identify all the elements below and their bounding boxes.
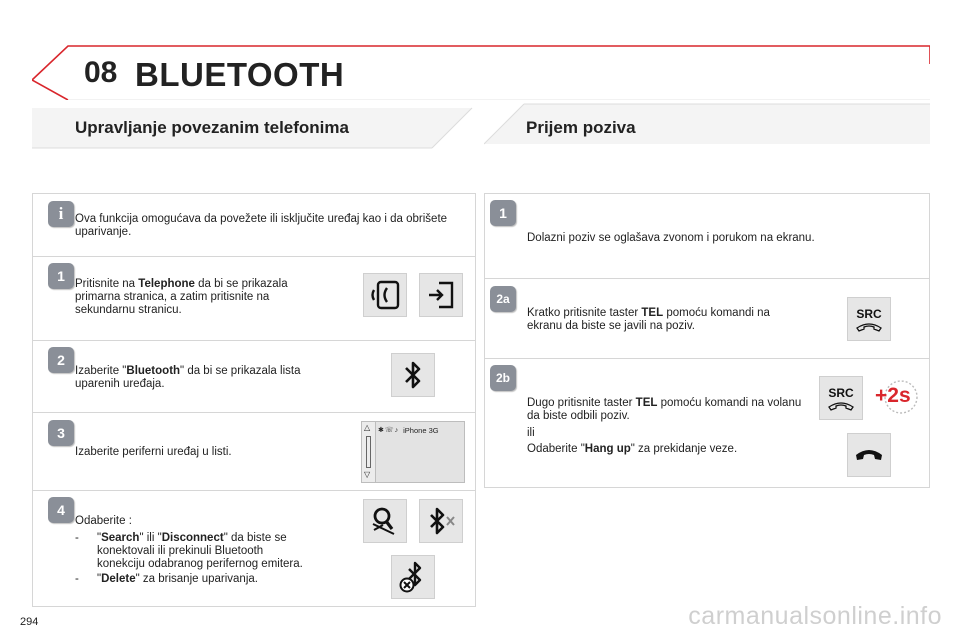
scroll-up-arrow-icon[interactable]: △ bbox=[364, 423, 371, 432]
step-2-text: Izaberite "Bluetooth" da bi se prikazala lista uparenih uređaja. bbox=[75, 365, 301, 390]
chapter-title: BLUETOOTH bbox=[135, 56, 345, 93]
bluetooth-small-icon: ✱ bbox=[378, 427, 384, 434]
call-step-1-text: Dolazni poziv se oglašava zvonom i porukom na ekranu. bbox=[527, 232, 815, 244]
step-badge: 4 bbox=[48, 497, 74, 523]
step-badge: 3 bbox=[48, 420, 74, 446]
scroll-down-arrow-icon[interactable]: ▽ bbox=[364, 470, 371, 479]
search-button[interactable] bbox=[363, 499, 407, 543]
step-2-row bbox=[33, 340, 475, 412]
watermark: carmanualsonline.info bbox=[688, 602, 942, 630]
bullet-dash: - bbox=[75, 573, 79, 585]
or-text: ili bbox=[527, 427, 535, 439]
handset-icon bbox=[827, 401, 855, 411]
step-4-item-search: "Search" ili "Disconnect" da biste se konektovali ili prekinuli Bluetooth konekciju odabranog perifernog emitera. bbox=[97, 532, 303, 570]
chapter-number: 08 bbox=[84, 56, 118, 89]
right-panel bbox=[484, 193, 930, 488]
bluetooth-disconnect-icon bbox=[424, 504, 458, 538]
scroll-thumb[interactable] bbox=[366, 436, 371, 468]
secondary-page-button[interactable] bbox=[419, 273, 463, 317]
bluetooth-icon bbox=[400, 359, 426, 391]
long-press-timer-icon bbox=[873, 377, 919, 417]
info-row bbox=[33, 194, 475, 256]
device-list-item[interactable] bbox=[378, 424, 439, 436]
call-step-2b-row bbox=[485, 358, 929, 489]
call-step-1-row bbox=[485, 194, 929, 278]
src-label: SRC bbox=[856, 306, 882, 321]
call-step-2a-row bbox=[485, 278, 929, 358]
call-step-2a-text: Kratko pritisnite taster TEL pomoću komandi na ekranu da biste se javili na poziv. bbox=[527, 307, 770, 332]
device-list-screen bbox=[361, 421, 465, 483]
hang-up-button[interactable] bbox=[847, 433, 891, 477]
hang-up-icon bbox=[854, 446, 884, 464]
handset-icon bbox=[855, 322, 883, 332]
info-text: Ova funkcija omogućava da povežete ili isključite uređaj kao i da obrišete uparivanje. bbox=[75, 213, 448, 238]
bluetooth-button[interactable] bbox=[391, 353, 435, 397]
list-scrollbar[interactable] bbox=[362, 422, 376, 482]
step-4-row bbox=[33, 490, 475, 608]
step-4-intro: Odaberite : bbox=[75, 515, 132, 527]
step-1-row bbox=[33, 256, 475, 340]
tel-src-button[interactable] bbox=[847, 297, 891, 341]
step-4-item-delete: "Delete" za brisanje uparivanja. bbox=[97, 573, 258, 585]
enter-page-icon bbox=[425, 279, 457, 311]
step-badge: 1 bbox=[48, 263, 74, 289]
step-3-row bbox=[33, 412, 475, 490]
music-small-icon: ♪ bbox=[394, 426, 399, 434]
step-badge: 1 bbox=[490, 200, 516, 226]
telephone-button[interactable] bbox=[363, 273, 407, 317]
tel-src-long-press-button[interactable] bbox=[819, 376, 863, 420]
step-3-text: Izaberite periferni uređaj u listi. bbox=[75, 446, 232, 458]
timer-label: +2s bbox=[875, 384, 911, 407]
bluetooth-delete-icon bbox=[396, 560, 430, 594]
info-icon: i bbox=[48, 201, 74, 227]
page-number: 294 bbox=[20, 616, 39, 628]
disconnect-button[interactable] bbox=[419, 499, 463, 543]
left-panel bbox=[32, 193, 476, 607]
bullet-dash: - bbox=[75, 532, 79, 544]
delete-button[interactable] bbox=[391, 555, 435, 599]
step-badge: 2a bbox=[490, 286, 516, 312]
phone-small-icon: ☏ bbox=[384, 427, 394, 434]
phone-list-icon bbox=[369, 279, 401, 311]
step-badge: 2 bbox=[48, 347, 74, 373]
step-badge: 2b bbox=[490, 365, 516, 391]
call-step-2b-text: Dugo pritisnite taster TEL pomoću komandi na volanu da biste odbili poziv. bbox=[527, 397, 802, 422]
right-section-title: Prijem poziva bbox=[526, 118, 636, 137]
hang-up-text: Odaberite "Hang up" za prekidanje veze. bbox=[527, 443, 738, 455]
device-name: iPhone 3G bbox=[403, 425, 439, 435]
left-section-title: Upravljanje povezanim telefonima bbox=[75, 118, 349, 137]
src-label: SRC bbox=[828, 385, 854, 400]
step-1-text: Pritisnite na Telephone da bi se prikazala primarna stranica, a zatim pritisnite na sekundarnu stranicu. bbox=[75, 278, 288, 316]
search-bluetooth-icon bbox=[368, 504, 402, 538]
